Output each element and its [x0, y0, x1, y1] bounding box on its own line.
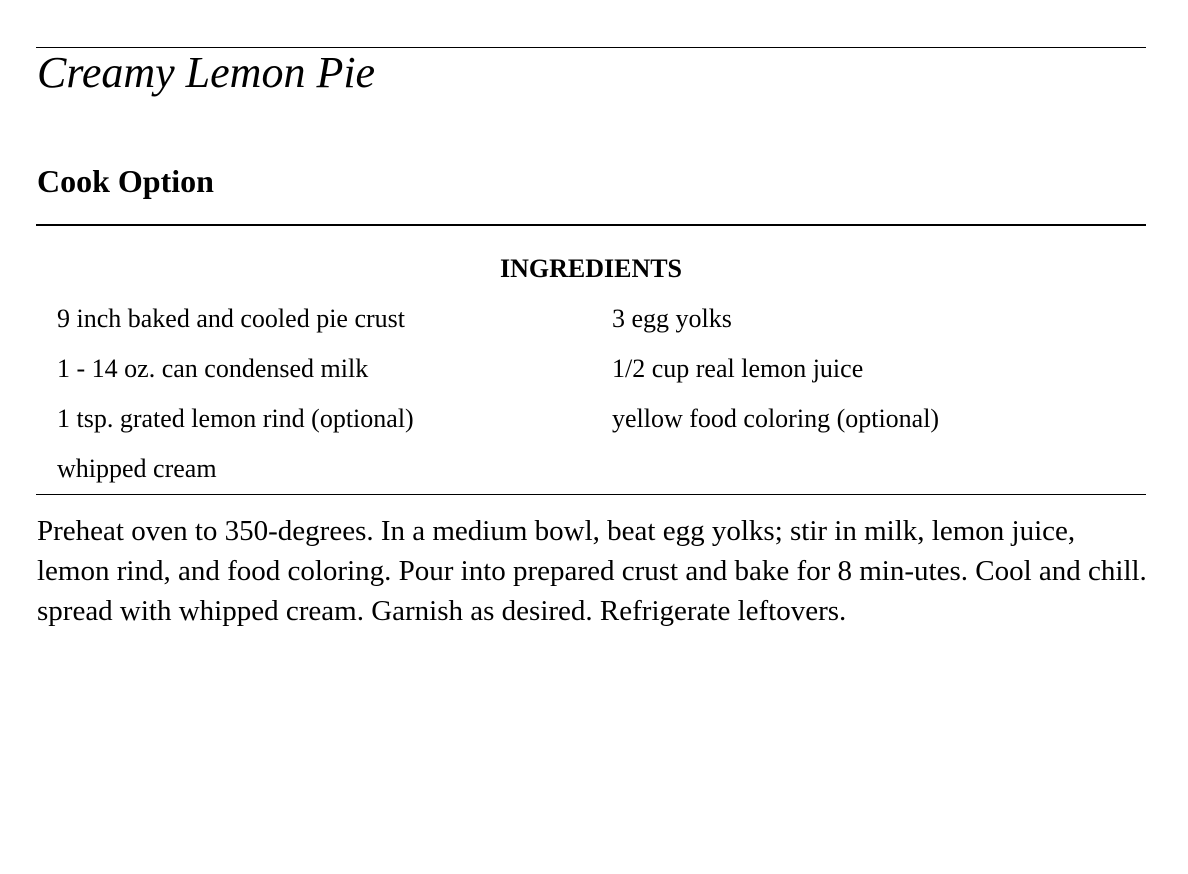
ingredients-list	[57, 303, 1137, 503]
section-divider	[36, 224, 1146, 226]
recipe-title: Creamy Lemon Pie	[37, 48, 376, 97]
ingredient-item: 1 - 14 oz. can condensed milk	[57, 354, 369, 383]
ingredient-item: 3 egg yolks	[612, 304, 732, 333]
ingredient-item: yellow food coloring (optional)	[612, 404, 940, 433]
ingredient-item: 1 tsp. grated lemon rind (optional)	[57, 404, 414, 433]
ingredient-item: 9 inch baked and cooled pie crust	[57, 304, 405, 333]
recipe-subtitle: Cook Option	[37, 163, 214, 199]
ingredient-item: 1/2 cup real lemon juice	[612, 354, 864, 383]
ingredients-bottom-divider	[36, 494, 1146, 495]
ingredient-item: whipped cream	[57, 454, 217, 483]
recipe-directions: Preheat oven to 350-degrees. In a medium bowl, beat egg yolks; stir in milk, lemon juice, lemon rind, and food coloring. Pour into prepared crust and bake for 8 min-utes. Cool and chill. spread with whipped cream. Garnish as desired. Refrigerate leftovers.	[37, 515, 1147, 627]
ingredients-heading: INGREDIENTS	[499, 254, 683, 283]
